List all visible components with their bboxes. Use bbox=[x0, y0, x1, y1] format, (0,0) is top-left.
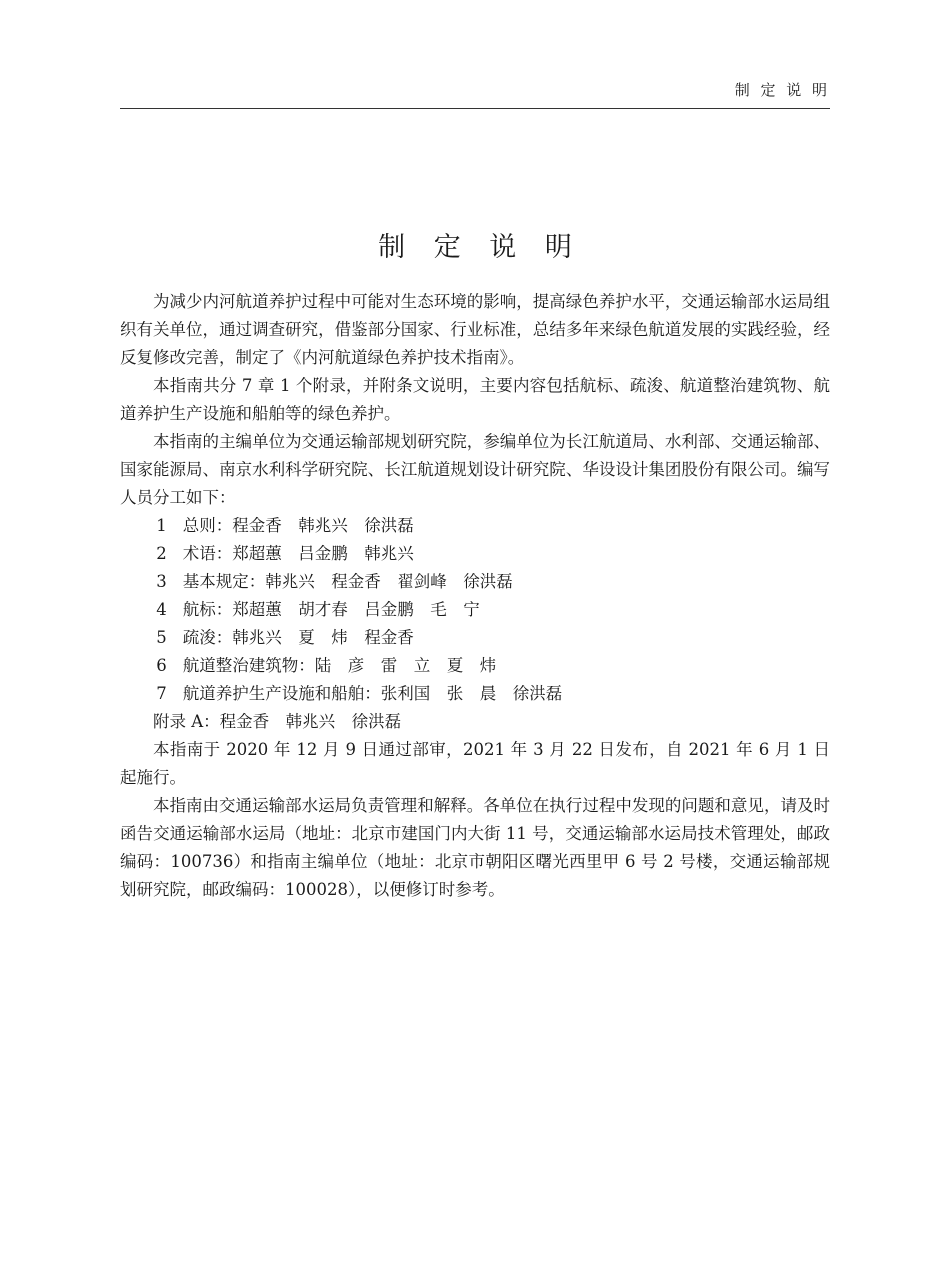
author-list-number: 7 bbox=[156, 684, 167, 703]
author-list-item bbox=[120, 512, 830, 540]
author-list-text: 航标：郑超蕙 胡才春 吕金鹏 毛 宁 bbox=[182, 600, 480, 619]
paragraph-units: 本指南的主编单位为交通运输部规划研究院，参编单位为长江航道局、水利部、交通运输部、国家能源局、南京水利科学研究院、长江航道规划设计研究院、华设设计集团股份有限公司。编写人员分工如下： bbox=[120, 432, 830, 507]
author-list-number: 4 bbox=[156, 600, 167, 619]
author-list-item bbox=[120, 652, 830, 680]
author-list-item bbox=[120, 624, 830, 652]
author-list-item bbox=[120, 596, 830, 624]
author-list-text: 疏浚：韩兆兴 夏 炜 程金香 bbox=[182, 628, 414, 647]
author-list-text: 航道养护生产设施和船舶：张利国 张 晨 徐洪磊 bbox=[182, 684, 563, 703]
author-list-number: 6 bbox=[156, 656, 167, 675]
running-header-title: 制 定 说 明 bbox=[734, 81, 830, 99]
body-text bbox=[120, 288, 830, 904]
running-header bbox=[120, 80, 830, 109]
author-list-item bbox=[120, 540, 830, 568]
page-title: 制 定 说 明 bbox=[378, 232, 582, 263]
author-list-number: 3 bbox=[156, 572, 167, 591]
author-list-number: 2 bbox=[156, 544, 167, 563]
author-list-number: 5 bbox=[156, 628, 167, 647]
paragraph-contents: 本指南共分 7 章 1 个附录，并附条文说明，主要内容包括航标、疏浚、航道整治建筑物、航道养护生产设施和船舶等的绿色养护。 bbox=[120, 376, 830, 423]
author-list-text: 航道整治建筑物：陆 彦 雷 立 夏 炜 bbox=[182, 656, 497, 675]
appendix-author-item: 附录 A：程金香 韩兆兴 徐洪磊 bbox=[153, 712, 402, 731]
paragraph-purpose: 为减少内河航道养护过程中可能对生态环境的影响，提高绿色养护水平，交通运输部水运局组织有关单位，通过调查研究，借鉴部分国家、行业标准，总结多年来绿色航道发展的实践经验，经反复修改完善，制定了《内河航道绿色养护技术指南》。 bbox=[120, 292, 830, 367]
author-list-number: 1 bbox=[156, 516, 167, 535]
paragraph-dates: 本指南于 2020 年 12 月 9 日通过部审，2021 年 3 月 22 日发布，自 2021 年 6 月 1 日起施行。 bbox=[120, 740, 830, 787]
author-list-item bbox=[120, 680, 830, 708]
author-list-text: 基本规定：韩兆兴 程金香 翟剑峰 徐洪磊 bbox=[182, 572, 513, 591]
author-list-text: 术语：郑超蕙 吕金鹏 韩兆兴 bbox=[182, 544, 414, 563]
paragraph-management: 本指南由交通运输部水运局负责管理和解释。各单位在执行过程中发现的问题和意见，请及时函告交通运输部水运局（地址：北京市建国门内大街 11 号，交通运输部水运局技术管理处，邮政编码：100736）和指南主编单位（地址：北京市朝阳区曙光西里甲 6 号 2 号楼，交通运输部规划研究院，邮政编码：100028），以便修订时参考。 bbox=[120, 796, 830, 899]
author-list-text: 总则：程金香 韩兆兴 徐洪磊 bbox=[182, 516, 414, 535]
author-list-item bbox=[120, 568, 830, 596]
